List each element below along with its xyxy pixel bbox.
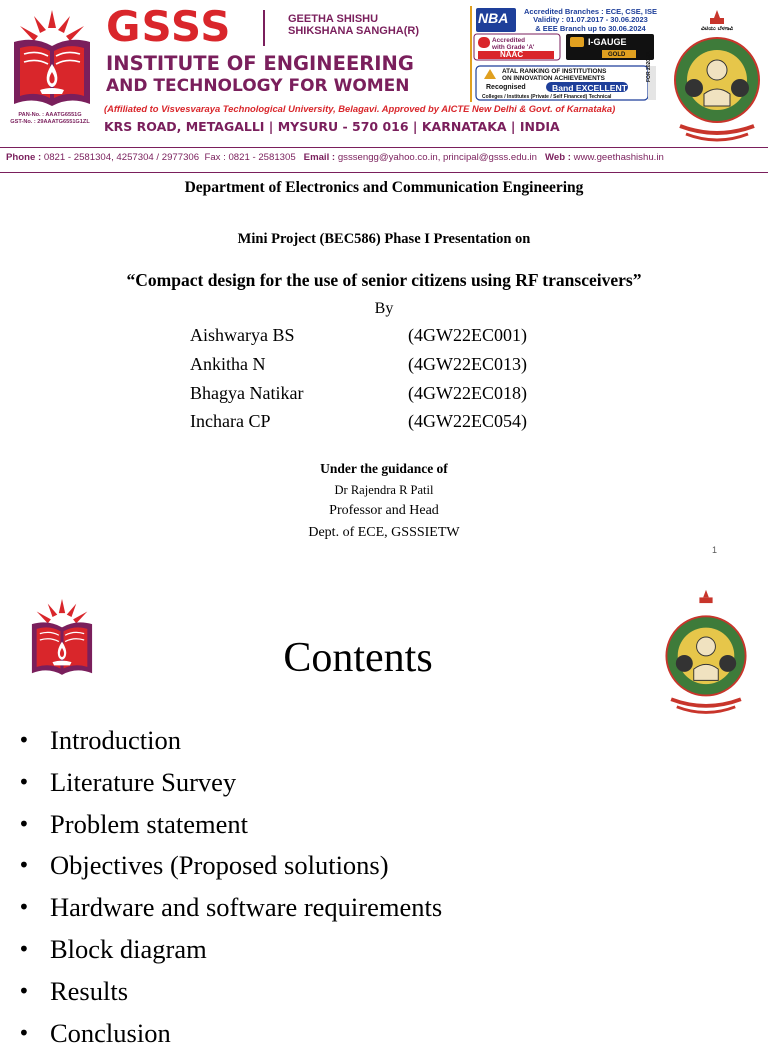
brand-divider [263, 10, 265, 46]
pan-gst-text [0, 112, 100, 126]
phone-label: Phone : [6, 152, 42, 163]
list-item [18, 971, 442, 1013]
list-item [18, 1013, 442, 1054]
contents-list [18, 720, 442, 1054]
bullet-icon: • [18, 1020, 30, 1045]
department-title: Department of Electronics and Communication Engineering [184, 179, 584, 196]
nba-accreditation-text [518, 8, 663, 33]
contact-line [6, 152, 664, 163]
list-item-label: Block diagram [50, 933, 207, 964]
email-address[interactable]: gsssengg@yahoo.co.in, principal@gsss.edu.in [337, 152, 538, 163]
ariia-line-2: ON INNOVATION ACHIEVEMENTS [502, 75, 605, 82]
fax-label: Fax : [204, 152, 226, 163]
bullet-icon: • [18, 811, 30, 836]
gst-number: GST-No. : 29AAATG6551G1ZL [10, 119, 90, 125]
fax-number: 0821 - 2581305 [228, 152, 296, 163]
list-item-label: Objectives (Proposed solutions) [50, 850, 389, 881]
bullet-icon: • [18, 978, 30, 1003]
list-item-label: Conclusion [50, 1017, 171, 1048]
list-item [18, 929, 442, 971]
member-name: Ankitha N [190, 354, 266, 374]
guidance-label: Under the guidance of [320, 461, 448, 476]
member-usn: (4GW22EC001) [408, 325, 527, 345]
member-usn: (4GW22EC054) [408, 411, 527, 431]
member-name: Inchara CP [190, 411, 271, 431]
list-item [18, 845, 442, 887]
gsss-logo-icon [4, 6, 100, 118]
ariia-footer: Colleges / Institutes (Private / Self Financed) Technical [482, 94, 612, 100]
phone-number: 0821 - 2581304, 4257304 / 2977306 [43, 152, 200, 163]
list-item-label: Literature Survey [50, 766, 237, 797]
society-line-1: GEETHA SHISHU [288, 13, 379, 25]
naac-line-2: with Grade 'A' [492, 44, 535, 51]
ariia-band: Band EXCELLENT [552, 83, 627, 93]
brand-name: GSSS [106, 2, 232, 51]
bullet-icon: • [18, 769, 30, 794]
institute-name-line-2: AND TECHNOLOGY FOR WOMEN [106, 76, 410, 96]
ariia-recognised: Recognised [486, 84, 526, 91]
project-heading: Mini Project (BEC586) Phase I Presentation on [237, 231, 531, 247]
naac-label: NAAC [500, 50, 524, 59]
list-item-label: Results [50, 975, 129, 1006]
college-header-banner [0, 0, 768, 172]
bullet-icon: • [18, 936, 30, 961]
list-item [18, 887, 442, 929]
project-title: “Compact design for the use of senior citizens using RF transceivers” [126, 270, 642, 290]
naac-line-1: Accredited [492, 37, 526, 44]
web-label: Web : [545, 152, 571, 163]
contents-title: Contents [283, 635, 433, 681]
institute-name-line-1: INSTITUTE OF ENGINEERING [106, 52, 414, 75]
nba-logo-text: NBA [478, 10, 509, 26]
nba-line-1: Accredited Branches : ECE, CSE, ISE [524, 7, 657, 16]
address-text: KRS ROAD, METAGALLI | MYSURU - 570 016 | KARNATAKA | INDIA [104, 119, 560, 134]
igauge-sub: GOLD [608, 52, 626, 58]
vtu-top-text: ವಿಟಿಯು ಬೆಳಗಾವಿ [700, 26, 734, 32]
bullet-icon: • [18, 895, 30, 920]
list-item-label: Problem statement [50, 808, 248, 839]
bullet-icon: • [18, 728, 30, 752]
ariia-heading [502, 68, 606, 82]
guide-name: Dr Rajendra R Patil [334, 483, 434, 497]
ariia-line-1: ATAL RANKING OF INSTITUTIONS [502, 68, 607, 75]
ariia-year: FOR 2020-21 [646, 51, 652, 82]
list-item-label: Hardware and software requirements [50, 892, 443, 923]
slide-page-number: 1 [712, 545, 718, 555]
member-usn: (4GW22EC013) [408, 354, 527, 374]
guide-role: Professor and Head [329, 503, 439, 518]
list-item [18, 720, 442, 762]
nba-line-3: & EEE Branch up to 30.06.2024 [535, 23, 646, 33]
member-name: Bhagya Natikar [190, 383, 304, 403]
member-usn: (4GW22EC018) [408, 383, 527, 403]
header-rule-top [0, 147, 768, 148]
society-name [288, 13, 468, 37]
nba-line-2: Validity : 01.07.2017 - 30.06.2023 [533, 15, 648, 25]
by-label: By [374, 300, 394, 317]
website-link[interactable]: www.geethashishu.in [573, 152, 664, 163]
list-item [18, 804, 442, 846]
list-item-label: Introduction [50, 725, 181, 755]
igauge-label: I-GAUGE [588, 37, 627, 47]
bullet-icon: • [18, 853, 30, 878]
list-item [18, 762, 442, 804]
affiliation-text: (Affiliated to Visvesvaraya Technological University, Belagavi. Approved by AICTE New Delhi & Govt. of Karnataka) [104, 103, 616, 114]
header-rule-bottom [0, 172, 768, 173]
member-name: Aishwarya BS [190, 325, 295, 345]
society-line-2: SHIKSHANA SANGHA(R) [288, 25, 419, 37]
guide-department: Dept. of ECE, GSSSIETW [308, 525, 460, 540]
naac-accredited-text [492, 37, 534, 51]
email-label: Email : [303, 152, 336, 163]
pan-number: PAN-No. : AAATG6551G [18, 112, 82, 118]
